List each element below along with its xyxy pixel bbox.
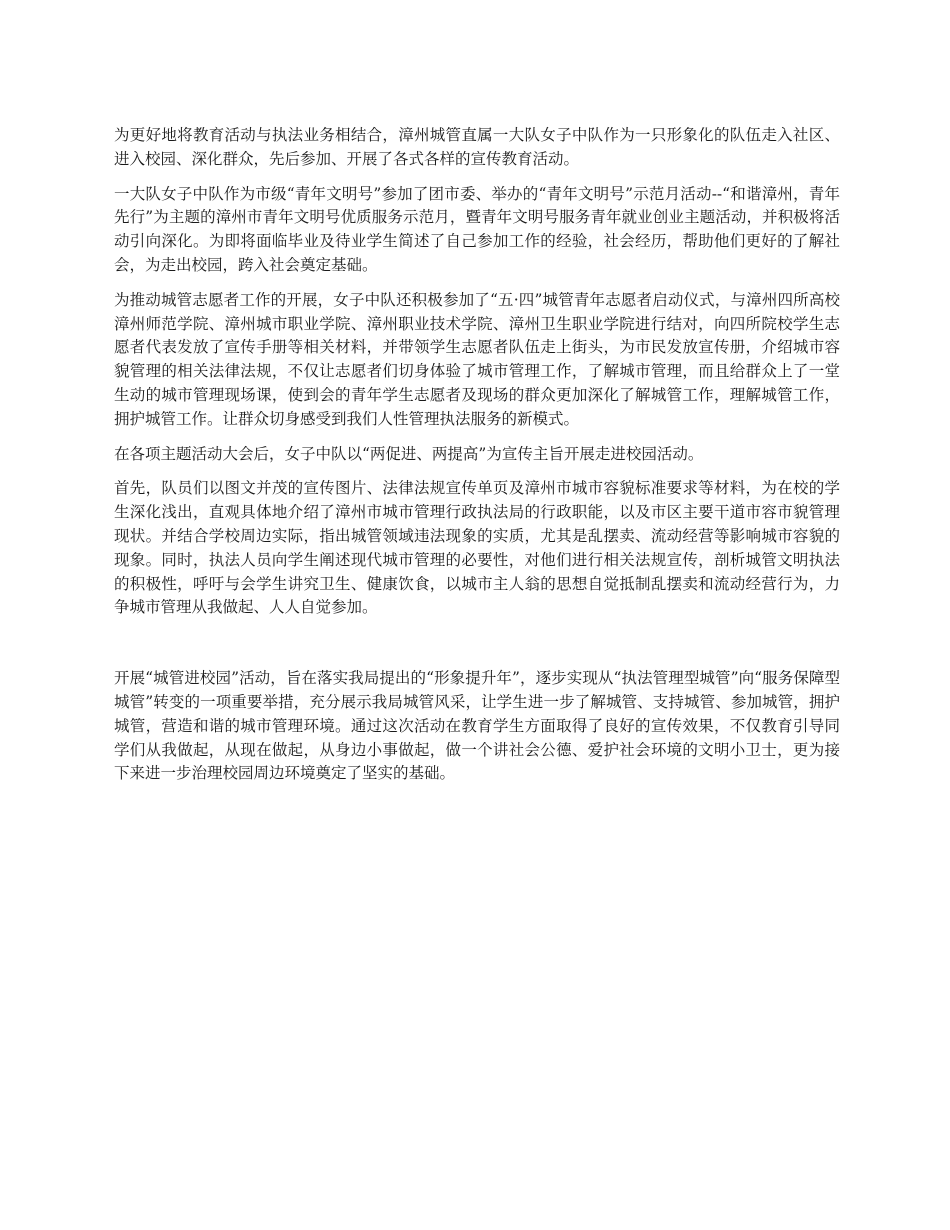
paragraph-intro: 为更好地将教育活动与执法业务相结合，漳州城管直属一大队女子中队作为一只形象化的队伍走入社区、进入校园、深化群众，先后参加、开展了各式各样的宣传教育活动。 bbox=[114, 126, 840, 168]
paragraph-volunteers: 为推动城管志愿者工作的开展，女子中队还积极参加了“五·四”城管青年志愿者启动仪式，与漳州四所高校漳州师范学院、漳州城市职业学院、漳州职业技术学院、漳州卫生职业学院进行结对，向四所院校学生志愿者代表发放了宣传手册等相关材料，并带领学生志愿者队伍走上街头，为市民发放宣传册，介绍城市容貌管理的相关法律法规，不仅让志愿者们切身体验了城市管理工作，了解城市管理，而且给群众上了一堂生动的城市管理现场课，使到会的青年学生志愿者及现场的群众更加深化了解城管工作，理解城管工作，拥护城管工作。让群众切身感受到我们人性管理执法服务的新模式。 bbox=[114, 290, 840, 428]
document-body bbox=[114, 124, 840, 797]
paragraph-conclusion: 开展“城管进校园”活动，旨在落实我局提出的“形象提升年”，逐步实现从“执法管理型城管”向“服务保障型城管”转变的一项重要举措，充分展示我局城管风采，让学生进一步了解城管、支持城管、参加城管，拥护城管，营造和谐的城市管理环境。通过这次活动在教育学生方面取得了良好的宣传效果，不仅教育引导同学们从我做起，从现在做起，从身边小事做起，做一个讲社会公德、爱护社会环境的文明小卫士，更为接下来进一步治理校园周边环境奠定了坚实的基础。 bbox=[114, 669, 840, 783]
paragraph-first-measures: 首先，队员们以图文并茂的宣传图片、法律法规宣传单页及漳州市城市容貌标准要求等材料，为在校的学生深化浅出，直观具体地介绍了漳州市城市管理行政执法局的行政职能，以及市区主要干道市容市貌管理现状。并结合学校周边实际，指出城管领域违法现象的实质，尤其是乱摆卖、流动经营等影响城市容貌的现象。同时，执法人员向学生阐述现代城市管理的必要性，对他们进行相关法规宣传，剖析城管文明执法的积极性，呼吁与会学生讲究卫生、健康饮食，以城市主人翁的思想自觉抵制乱摆卖和流动经营行为，力争城市管理从我做起、人人自觉参加。 bbox=[114, 479, 840, 617]
paragraph-gap bbox=[114, 631, 840, 667]
paragraph-youth-civilization: 一大队女子中队作为市级“青年文明号”参加了团市委、举办的“青年文明号”示范月活动--“和谐漳州，青年先行”为主题的漳州市青年文明号优质服务示范月，暨青年文明号服务青年就业创业主题活动，并积极将活动引向深化。为即将面临毕业及待业学生简述了自己参加工作的经验，社会经历，帮助他们更好的了解社会，为走出校园，跨入社会奠定基础。 bbox=[114, 184, 840, 274]
paragraph-campus-activity: 在各项主题活动大会后，女子中队以“两促进、两提高”为宣传主旨开展走进校园活动。 bbox=[114, 444, 704, 463]
